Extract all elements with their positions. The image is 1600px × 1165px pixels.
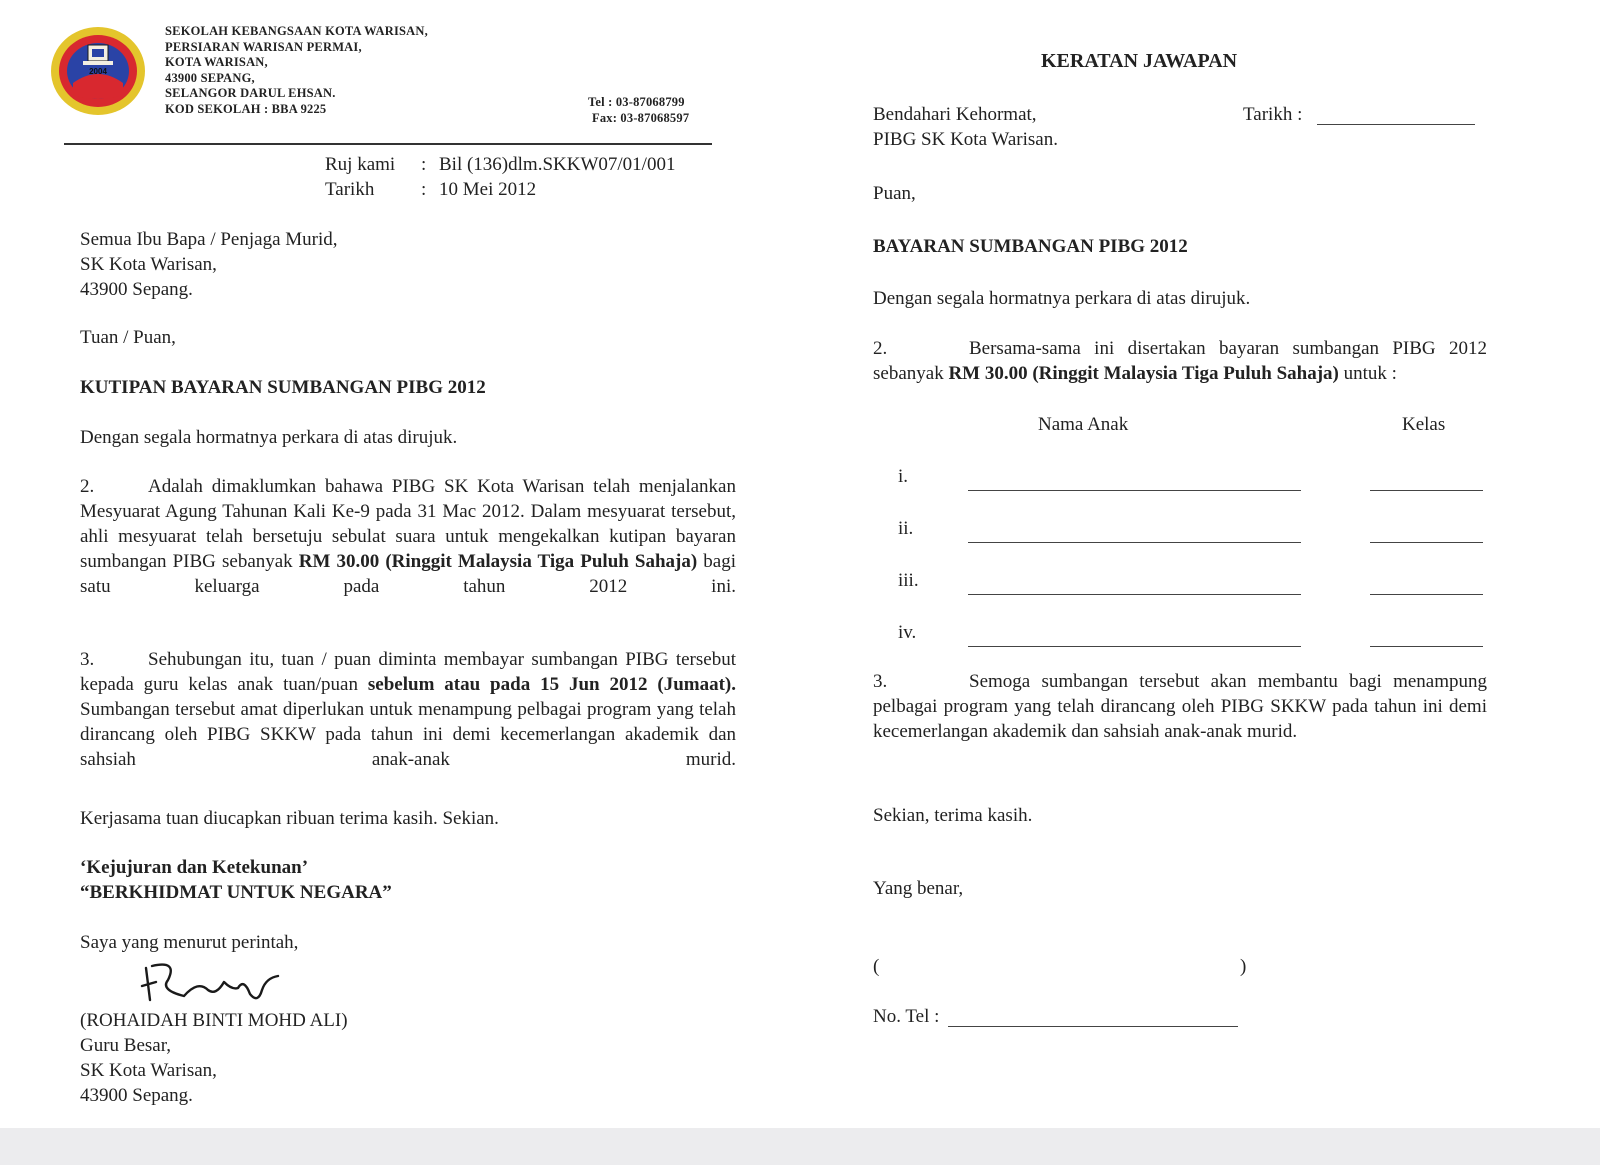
letterhead-address xyxy=(165,24,428,118)
paragraph-number: 2. xyxy=(80,476,95,497)
reply-date-label: Tarikh : xyxy=(1243,104,1303,125)
row-label: i. xyxy=(898,466,909,487)
ref-date-value: 10 Mei 2012 xyxy=(439,179,537,200)
paragraph-number: 3. xyxy=(873,671,888,692)
reply-tel-field[interactable] xyxy=(948,1026,1238,1027)
reply-to-line: Bendahari Kehormat, xyxy=(873,104,1037,125)
motto-line-2: “BERKHIDMAT UNTUK NEGARA” xyxy=(80,882,392,903)
letterhead-line: SELANGOR DARUL EHSAN. xyxy=(165,86,336,101)
reply-salutation: Puan, xyxy=(873,183,916,204)
letterhead-line: KOD SEKOLAH : BBA 9225 xyxy=(165,101,327,116)
signature-paren-open: ( xyxy=(873,956,880,977)
child-class-field[interactable] xyxy=(1370,542,1483,543)
parent-name-field[interactable] xyxy=(884,954,1234,980)
letter-thanks: Kerjasama tuan diucapkan ribuan terima kasih. Sekian. xyxy=(80,808,499,829)
reply-subject: BAYARAN SUMBANGAN PIBG 2012 xyxy=(873,236,1188,257)
reply-paragraph-2 xyxy=(873,336,1487,386)
paragraph-number: 3. xyxy=(80,649,95,670)
ref-date-label: Tarikh xyxy=(325,179,375,200)
ref-sep: : xyxy=(421,154,427,175)
row-label: iii. xyxy=(898,570,919,591)
recipient-address xyxy=(80,227,338,302)
reply-to-line: PIBG SK Kota Warisan. xyxy=(873,129,1058,150)
col-header-class: Kelas xyxy=(1402,414,1446,435)
paragraph-text: Sumbangan tersebut amat diperlukan untuk menampung pelbagai program yang telah dirancang oleh PIBG SKKW pada tahun ini demi kecemerlangan akademik dan sahsiah anak-anak murid. xyxy=(80,699,736,770)
paragraph-number: 2. xyxy=(873,338,888,359)
reply-title: KERATAN JAWAPAN xyxy=(1041,50,1238,72)
reply-thanks: Sekian, terima kasih. xyxy=(873,805,1033,826)
signature xyxy=(138,960,288,1008)
reply-closing: Yang benar, xyxy=(873,878,964,899)
reply-intro: Dengan segala hormatnya perkara di atas dirujuk. xyxy=(873,288,1251,309)
paragraph-text: Bersama-sama ini disertakan bayaran sumbangan PIBG 2012 sebanyak xyxy=(873,338,1487,384)
paragraph-text: Adalah dimaklumkan bahawa PIBG SK Kota Warisan telah menjalankan Mesyuarat Agung Tahunan Kali Ke-9 pada 31 Mac 2012. Dalam mesyuarat tersebut, ahli mesyuarat telah bersetuju sebulat suara untuk mengekalkan kutipan bayaran sumbangan PIBG sebanyak xyxy=(80,476,736,572)
signer-title: Guru Besar, xyxy=(80,1035,172,1056)
school-logo xyxy=(49,25,147,117)
letterhead-line: SEKOLAH KEBANGSAAN KOTA WARISAN, xyxy=(165,24,428,38)
signer-block xyxy=(80,1008,348,1108)
reply-date-field[interactable] xyxy=(1317,124,1475,125)
recipient-line: 43900 Sepang. xyxy=(80,279,193,300)
paragraph-text: untuk : xyxy=(1343,363,1397,384)
letter-paragraph-2 xyxy=(80,474,736,599)
amount-bold: RM 30.00 (Ringgit Malaysia Tiga Puluh Sahaja) xyxy=(948,363,1339,384)
scan-margin xyxy=(0,1128,1600,1165)
ref-sep: : xyxy=(421,179,427,200)
letter-intro: Dengan segala hormatnya perkara di atas dirujuk. xyxy=(80,427,458,448)
child-class-field[interactable] xyxy=(1370,646,1483,647)
ref-ruj-label: Ruj kami xyxy=(325,154,396,175)
amount-bold: RM 30.00 (Ringgit Malaysia Tiga Puluh Sahaja) xyxy=(298,551,698,572)
recipient-line: SK Kota Warisan, xyxy=(80,254,217,275)
row-label: iv. xyxy=(898,622,917,643)
letter-closing: Saya yang menurut perintah, xyxy=(80,932,299,953)
letterhead-tel: Tel : 03-87068799 xyxy=(588,95,685,109)
child-class-field[interactable] xyxy=(1370,594,1483,595)
child-name-field[interactable] xyxy=(968,542,1301,543)
paragraph-text: bagi satu keluarga pada tahun 2012 ini. xyxy=(80,551,737,597)
paragraph-text: Semoga sumbangan tersebut akan membantu bagi menampung pelbagai program yang telah dirancang oleh PIBG SKKW pada tahun ini demi kecemerlangan akademik dan sahsiah anak-anak murid. xyxy=(873,671,1487,742)
paragraph-text: Sehubungan itu, tuan / puan diminta membayar sumbangan PIBG tersebut kepada guru kelas anak tuan/puan xyxy=(80,649,736,695)
motto-line-1: ‘Kejujuran dan Ketekunan’ xyxy=(80,857,309,878)
letterhead-line: 43900 SEPANG, xyxy=(165,70,255,85)
letter-subject: KUTIPAN BAYARAN SUMBANGAN PIBG 2012 xyxy=(80,377,486,398)
child-name-field[interactable] xyxy=(968,646,1301,647)
logo-year: 2004 xyxy=(89,67,107,76)
signer-name: (ROHAIDAH BINTI MOHD ALI) xyxy=(80,1010,348,1031)
row-label: ii. xyxy=(898,518,914,539)
child-name-field[interactable] xyxy=(968,490,1301,491)
letter-salutation: Tuan / Puan, xyxy=(80,327,176,348)
letterhead-line: PERSIARAN WARISAN PERMAI, xyxy=(165,39,362,54)
child-class-field[interactable] xyxy=(1370,490,1483,491)
letterhead-rule xyxy=(64,143,712,145)
reply-tel-label: No. Tel : xyxy=(873,1006,940,1027)
reply-to xyxy=(873,102,1058,152)
col-header-name: Nama Anak xyxy=(1038,414,1129,435)
letterhead-fax: Fax: 03-87068597 xyxy=(592,111,690,125)
signer-line: SK Kota Warisan, xyxy=(80,1060,217,1081)
deadline-bold: sebelum atau pada 15 Jun 2012 (Jumaat). xyxy=(367,674,736,695)
child-name-field[interactable] xyxy=(968,594,1301,595)
signer-line: 43900 Sepang. xyxy=(80,1085,193,1106)
letter-paragraph-3 xyxy=(80,647,736,772)
recipient-line: Semua Ibu Bapa / Penjaga Murid, xyxy=(80,229,338,250)
ref-ruj-value: Bil (136)dlm.SKKW07/01/001 xyxy=(439,154,676,175)
letterhead-line: KOTA WARISAN, xyxy=(165,55,268,70)
signature-paren-close: ) xyxy=(1240,956,1247,977)
reply-paragraph-3 xyxy=(873,669,1487,744)
